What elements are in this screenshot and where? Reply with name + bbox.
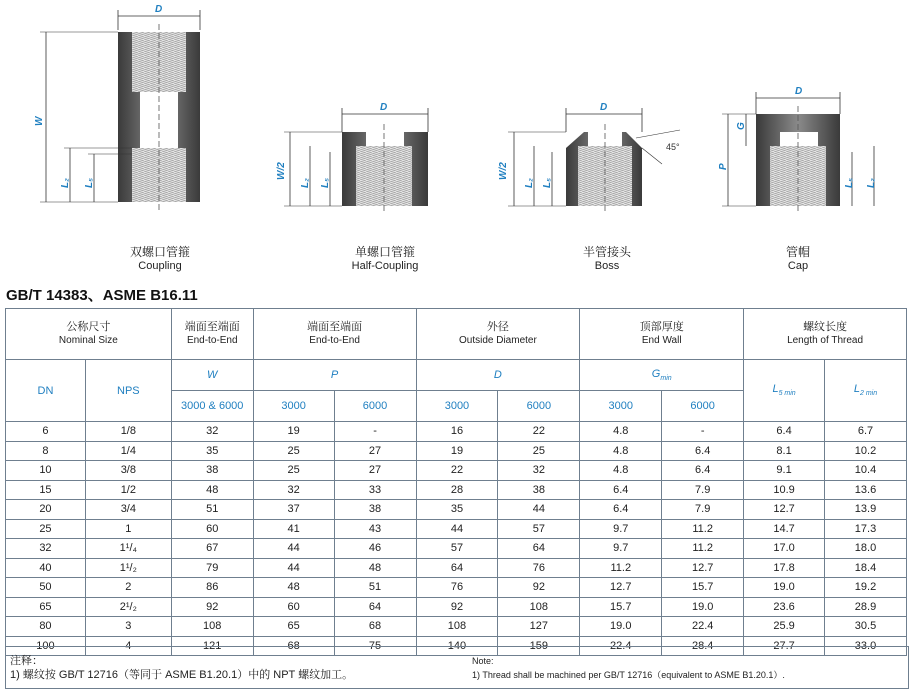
table-cell: 38	[498, 480, 580, 500]
table-cell: 32	[6, 539, 86, 559]
table-cell: 30.5	[825, 617, 907, 637]
table-cell: 80	[6, 617, 86, 637]
table-cell: 1	[85, 519, 171, 539]
table-cell: 23.6	[744, 597, 825, 617]
coupling-caption	[119, 245, 201, 273]
table-cell: 7.9	[662, 480, 744, 500]
d-class-3000: 3000	[416, 391, 498, 422]
coupling-caption-en: Coupling	[138, 260, 182, 272]
table-cell: 6.7	[825, 422, 907, 442]
table-cell: 6.4	[580, 480, 662, 500]
table-cell: 100	[6, 636, 86, 656]
table-cell: 37	[253, 500, 334, 520]
table-cell: 33	[334, 480, 416, 500]
p-class-6000: 6000	[334, 391, 416, 422]
fitting-drawings-svg	[0, 0, 910, 280]
w-symbol: W	[171, 360, 253, 391]
half-coupling-drawing	[276, 102, 428, 214]
table-cell: 11.2	[580, 558, 662, 578]
table-cell: 4.8	[580, 461, 662, 481]
table-cell: -	[334, 422, 416, 442]
table-cell: 6.4	[662, 461, 744, 481]
table-cell: 38	[334, 500, 416, 520]
table-cell: -	[662, 422, 744, 442]
table-cell: 44	[253, 539, 334, 559]
cap-caption	[768, 245, 828, 273]
table-cell: 57	[498, 519, 580, 539]
table-cell: 32	[253, 480, 334, 500]
table-cell: 44	[498, 500, 580, 520]
table-cell: 6	[6, 422, 86, 442]
d-class-6000: 6000	[498, 391, 580, 422]
half-coupling-caption-cn: 单螺口管箍	[354, 245, 415, 259]
table-cell: 28.4	[662, 636, 744, 656]
table-cell: 48	[171, 480, 253, 500]
d-symbol: D	[416, 360, 580, 391]
table-row	[6, 461, 907, 481]
table-row	[6, 480, 907, 500]
table-cell: 9.1	[744, 461, 825, 481]
svg-text:L₅: L₅	[542, 177, 553, 188]
table-cell: 19.2	[825, 578, 907, 598]
g-class-3000: 3000	[580, 391, 662, 422]
table-cell: 3/4	[85, 500, 171, 520]
table-cell: 51	[171, 500, 253, 520]
table-cell: 13.9	[825, 500, 907, 520]
header-row-symbols	[6, 360, 907, 391]
table-row	[6, 539, 907, 559]
table-cell: 6.4	[580, 500, 662, 520]
length-of-thread-header: 螺纹长度 Length of Thread	[744, 309, 907, 360]
table-cell: 40	[6, 558, 86, 578]
table-cell: 3	[85, 617, 171, 637]
coupling-caption-cn: 双螺口管箍	[129, 245, 190, 259]
table-cell: 10.2	[825, 441, 907, 461]
table-cell: 3/8	[85, 461, 171, 481]
svg-text:L₅: L₅	[320, 177, 331, 188]
header-row-titles	[6, 309, 907, 360]
table-cell: 1¹/₄	[85, 539, 171, 559]
table-row	[6, 441, 907, 461]
table-cell: 9.7	[580, 519, 662, 539]
table-row	[6, 500, 907, 520]
end-to-end-p-header: 端面至端面 End-to-End	[253, 309, 416, 360]
coupling-thread-bottom	[132, 148, 186, 202]
g-class-6000: 6000	[662, 391, 744, 422]
cap-dim-p: P	[718, 163, 729, 170]
end-to-end-w-header: 端面至端面 End-to-End	[171, 309, 253, 360]
standard-title: GB/T 14383、ASME B16.11	[6, 287, 198, 304]
table-cell: 13.6	[825, 480, 907, 500]
table-cell: 68	[334, 617, 416, 637]
boss-dim-d: D	[600, 102, 608, 113]
table-cell: 19	[416, 441, 498, 461]
l2-symbol: $L_{2 min}$	[825, 360, 907, 422]
table-cell: 22	[498, 422, 580, 442]
table-cell: 1/8	[85, 422, 171, 442]
table-cell: 16	[416, 422, 498, 442]
table-cell: 25	[498, 441, 580, 461]
table-cell: 8.1	[744, 441, 825, 461]
table-cell: 27	[334, 441, 416, 461]
table-cell: 27.7	[744, 636, 825, 656]
table-cell: 4	[85, 636, 171, 656]
table-cell: 19.0	[580, 617, 662, 637]
table-cell: 44	[253, 558, 334, 578]
table-cell: 64	[334, 597, 416, 617]
table-cell: 6.4	[662, 441, 744, 461]
notes-en	[472, 654, 785, 682]
table-row	[6, 558, 907, 578]
table-cell: 2¹/₂	[85, 597, 171, 617]
table-cell: 8	[6, 441, 86, 461]
table-cell: 60	[171, 519, 253, 539]
table-cell: 76	[416, 578, 498, 598]
table-cell: 7.9	[662, 500, 744, 520]
coupling-dim-w: W	[34, 116, 45, 126]
table-cell: 1¹/₂	[85, 558, 171, 578]
table-cell: 22.4	[662, 617, 744, 637]
table-cell: 4.8	[580, 441, 662, 461]
table-cell: 18.4	[825, 558, 907, 578]
notes-en-title: Note:	[472, 656, 494, 666]
table-cell: 19	[253, 422, 334, 442]
table-cell: 17.0	[744, 539, 825, 559]
cap-caption-cn: 管帽	[785, 245, 810, 259]
table-cell: 11.2	[662, 519, 744, 539]
table-cell: 25.9	[744, 617, 825, 637]
table-cell: 15.7	[580, 597, 662, 617]
table-cell: 32	[498, 461, 580, 481]
half-coupling-dim-d: D	[380, 102, 388, 113]
table-cell: 64	[498, 539, 580, 559]
table-cell: 140	[416, 636, 498, 656]
table-cell: 35	[416, 500, 498, 520]
coupling-dim-d: D	[155, 4, 163, 15]
table-cell: 22	[416, 461, 498, 481]
nps-header: NPS	[85, 360, 171, 422]
boss-angle: 45°	[666, 142, 680, 152]
table-cell: 20	[6, 500, 86, 520]
half-coupling-caption-en: Half-Coupling	[351, 260, 419, 272]
svg-text:W/2: W/2	[498, 162, 509, 180]
table-cell: 17.8	[744, 558, 825, 578]
cap-dim-g: G	[736, 122, 747, 130]
table-cell: 79	[171, 558, 253, 578]
table-cell: 76	[498, 558, 580, 578]
notes-box	[5, 646, 909, 689]
table-cell: 28	[416, 480, 498, 500]
table-cell: 51	[334, 578, 416, 598]
table-cell: 6.4	[744, 422, 825, 442]
table-cell: 10.9	[744, 480, 825, 500]
table-cell: 108	[171, 617, 253, 637]
half-coupling-caption	[340, 245, 430, 273]
table-row	[6, 519, 907, 539]
boss-caption-en: Boss	[594, 260, 620, 272]
table-cell: 75	[334, 636, 416, 656]
boss-drawing	[498, 102, 680, 214]
table-cell: 22.4	[580, 636, 662, 656]
svg-text:L₂: L₂	[524, 178, 535, 188]
table-row	[6, 617, 907, 637]
table-cell: 11.2	[662, 539, 744, 559]
half-coupling-dim-w2: W/2	[276, 162, 287, 180]
nominal-size-header: 公称尺寸 Nominal Size	[6, 309, 172, 360]
table-cell: 18.0	[825, 539, 907, 559]
fitting-drawings	[0, 0, 910, 280]
table-cell: 127	[498, 617, 580, 637]
table-cell: 28.9	[825, 597, 907, 617]
end-wall-header: 顶部厚度 End Wall	[580, 309, 744, 360]
table-cell: 27	[334, 461, 416, 481]
table-cell: 41	[253, 519, 334, 539]
table-cell: 15	[6, 480, 86, 500]
table-cell: 25	[6, 519, 86, 539]
table-cell: 159	[498, 636, 580, 656]
table-cell: 64	[416, 558, 498, 578]
table-cell: 25	[253, 461, 334, 481]
p-symbol: P	[253, 360, 416, 391]
dimension-table	[5, 308, 907, 656]
table-cell: 46	[334, 539, 416, 559]
table-cell: 92	[416, 597, 498, 617]
table-cell: 17.3	[825, 519, 907, 539]
table-row	[6, 422, 907, 442]
table-cell: 25	[253, 441, 334, 461]
l5-symbol: $L_{5 min}$	[744, 360, 825, 422]
notes-en-text: 1) Thread shall be machined per GB/T 12716（equivalent to ASME B1.20.1）.	[472, 670, 785, 680]
table-cell: 10.4	[825, 461, 907, 481]
boss-caption	[568, 245, 646, 273]
table-cell: 35	[171, 441, 253, 461]
svg-text:L₅: L₅	[844, 177, 855, 188]
cap-dim-d: D	[795, 86, 803, 97]
table-cell: 1/4	[85, 441, 171, 461]
p-class-3000: 3000	[253, 391, 334, 422]
table-cell: 57	[416, 539, 498, 559]
table-cell: 92	[498, 578, 580, 598]
table-cell: 12.7	[662, 558, 744, 578]
svg-text:L₂: L₂	[60, 178, 71, 188]
table-cell: 48	[334, 558, 416, 578]
table-cell: 9.7	[580, 539, 662, 559]
g-symbol: $G_{min}$	[580, 360, 744, 391]
table-body	[6, 422, 907, 656]
table-cell: 60	[253, 597, 334, 617]
boss-caption-cn: 半管接头	[582, 245, 631, 259]
svg-text:L₂: L₂	[300, 178, 311, 188]
cap-caption-en: Cap	[787, 260, 809, 272]
table-cell: 121	[171, 636, 253, 656]
table-row	[6, 597, 907, 617]
table-cell: 43	[334, 519, 416, 539]
table-cell: 92	[171, 597, 253, 617]
table-cell: 65	[6, 597, 86, 617]
table-cell: 33.0	[825, 636, 907, 656]
table-cell: 12.7	[580, 578, 662, 598]
table-cell: 48	[253, 578, 334, 598]
coupling-drawing	[34, 4, 200, 212]
table-cell: 1/2	[85, 480, 171, 500]
table-cell: 50	[6, 578, 86, 598]
table-cell: 4.8	[580, 422, 662, 442]
notes-cn	[10, 654, 353, 682]
table-cell: 108	[498, 597, 580, 617]
table-row	[6, 578, 907, 598]
svg-text:L₅: L₅	[84, 177, 95, 188]
table-cell: 65	[253, 617, 334, 637]
notes-cn-title: 注释：	[10, 655, 43, 667]
table-cell: 68	[253, 636, 334, 656]
table-cell: 108	[416, 617, 498, 637]
table-cell: 12.7	[744, 500, 825, 520]
table-cell: 2	[85, 578, 171, 598]
table-cell: 14.7	[744, 519, 825, 539]
dn-header: DN	[6, 360, 86, 422]
table-cell: 44	[416, 519, 498, 539]
table-cell: 86	[171, 578, 253, 598]
notes-cn-text: 1) 螺纹按 GB/T 12716（等同于 ASME B1.20.1）中的 NPT 螺纹加工。	[10, 669, 354, 681]
outside-diameter-header: 外径 Outside Diameter	[416, 309, 580, 360]
table-cell: 19.0	[662, 597, 744, 617]
cap-drawing	[718, 86, 877, 214]
table-cell: 10	[6, 461, 86, 481]
table-cell: 32	[171, 422, 253, 442]
table-cell: 38	[171, 461, 253, 481]
table-cell: 19.0	[744, 578, 825, 598]
table-cell: 67	[171, 539, 253, 559]
table-cell: 15.7	[662, 578, 744, 598]
w-class: 3000 & 6000	[171, 391, 253, 422]
svg-text:L₂: L₂	[866, 178, 877, 188]
